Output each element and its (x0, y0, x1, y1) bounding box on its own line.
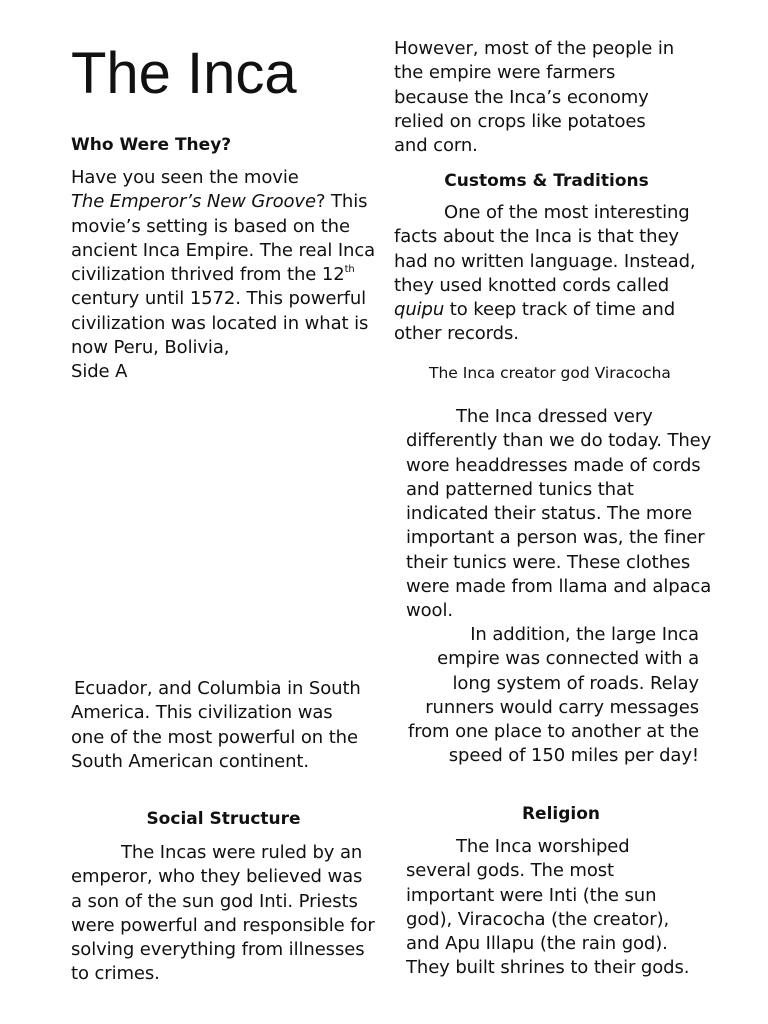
intro-pre: Have you seen the movie (71, 167, 299, 188)
who-were-they-heading: Who Were They? (71, 135, 232, 155)
customs-heading: Customs & Traditions (444, 171, 649, 191)
social-structure-heading: Social Structure (146, 809, 301, 829)
ordinal-suffix: th (344, 264, 355, 276)
quipu-term: quipu (394, 299, 445, 321)
continued-paragraph: Ecuador, and Columbia in South America. This civilization was one of the most powerful on the South American continent. (71, 678, 361, 772)
customs-post: to keep track of time and other records. (394, 299, 676, 345)
customs-pre: One of the most interesting facts about the Inca is that they had no written language. Instead, they used knotted cords called (394, 202, 696, 296)
religion-paragraph (406, 835, 696, 981)
religion-text: The Inca worshiped several gods. The most important were Inti (the sun god), Viracocha (the creator), and Apu Illapu (the rain god). They built shrines to their gods. (406, 836, 690, 979)
intro-post2: century until 1572. This powerful civilization was located in what is now Peru, Bolivia, (71, 288, 369, 359)
image-caption: The Inca creator god Viracocha (429, 364, 671, 382)
intro-paragraph (71, 166, 381, 385)
dress-paragraph (406, 405, 716, 624)
roads-paragraph: In addition, the large Inca empire was connected with a long system of roads. Relay runners would carry messages from one place to another at the speed of 150 miles per day! (407, 624, 699, 767)
intro-post: ? This movie’s setting is based on the ancient Inca Empire. The real Inca civilization thrived from the 12 (71, 191, 376, 286)
customs-paragraph (394, 201, 704, 347)
page-title: The Inca (71, 41, 297, 106)
religion-heading: Religion (521, 804, 601, 824)
dress-text: The Inca dressed very differently than we do today. They wore headdresses made of cords and patterned tunics that indicated their status. The more important a person was, the finer their tunics were. These clothes were made from llama and alpaca wool. (406, 406, 712, 622)
movie-title: The Emperor’s New Groove (71, 191, 316, 213)
social-paragraph (71, 841, 377, 987)
farmers-paragraph: However, most of the people in the empire were farmers because the Inca’s economy relied on crops like potatoes and corn. (394, 38, 675, 157)
side-a-label: Side A (71, 361, 128, 383)
social-text: The Incas were ruled by an emperor, who they believed was a son of the sun god Inti. Priests were powerful and responsible for solving everything from illnesses to crimes. (71, 842, 375, 985)
